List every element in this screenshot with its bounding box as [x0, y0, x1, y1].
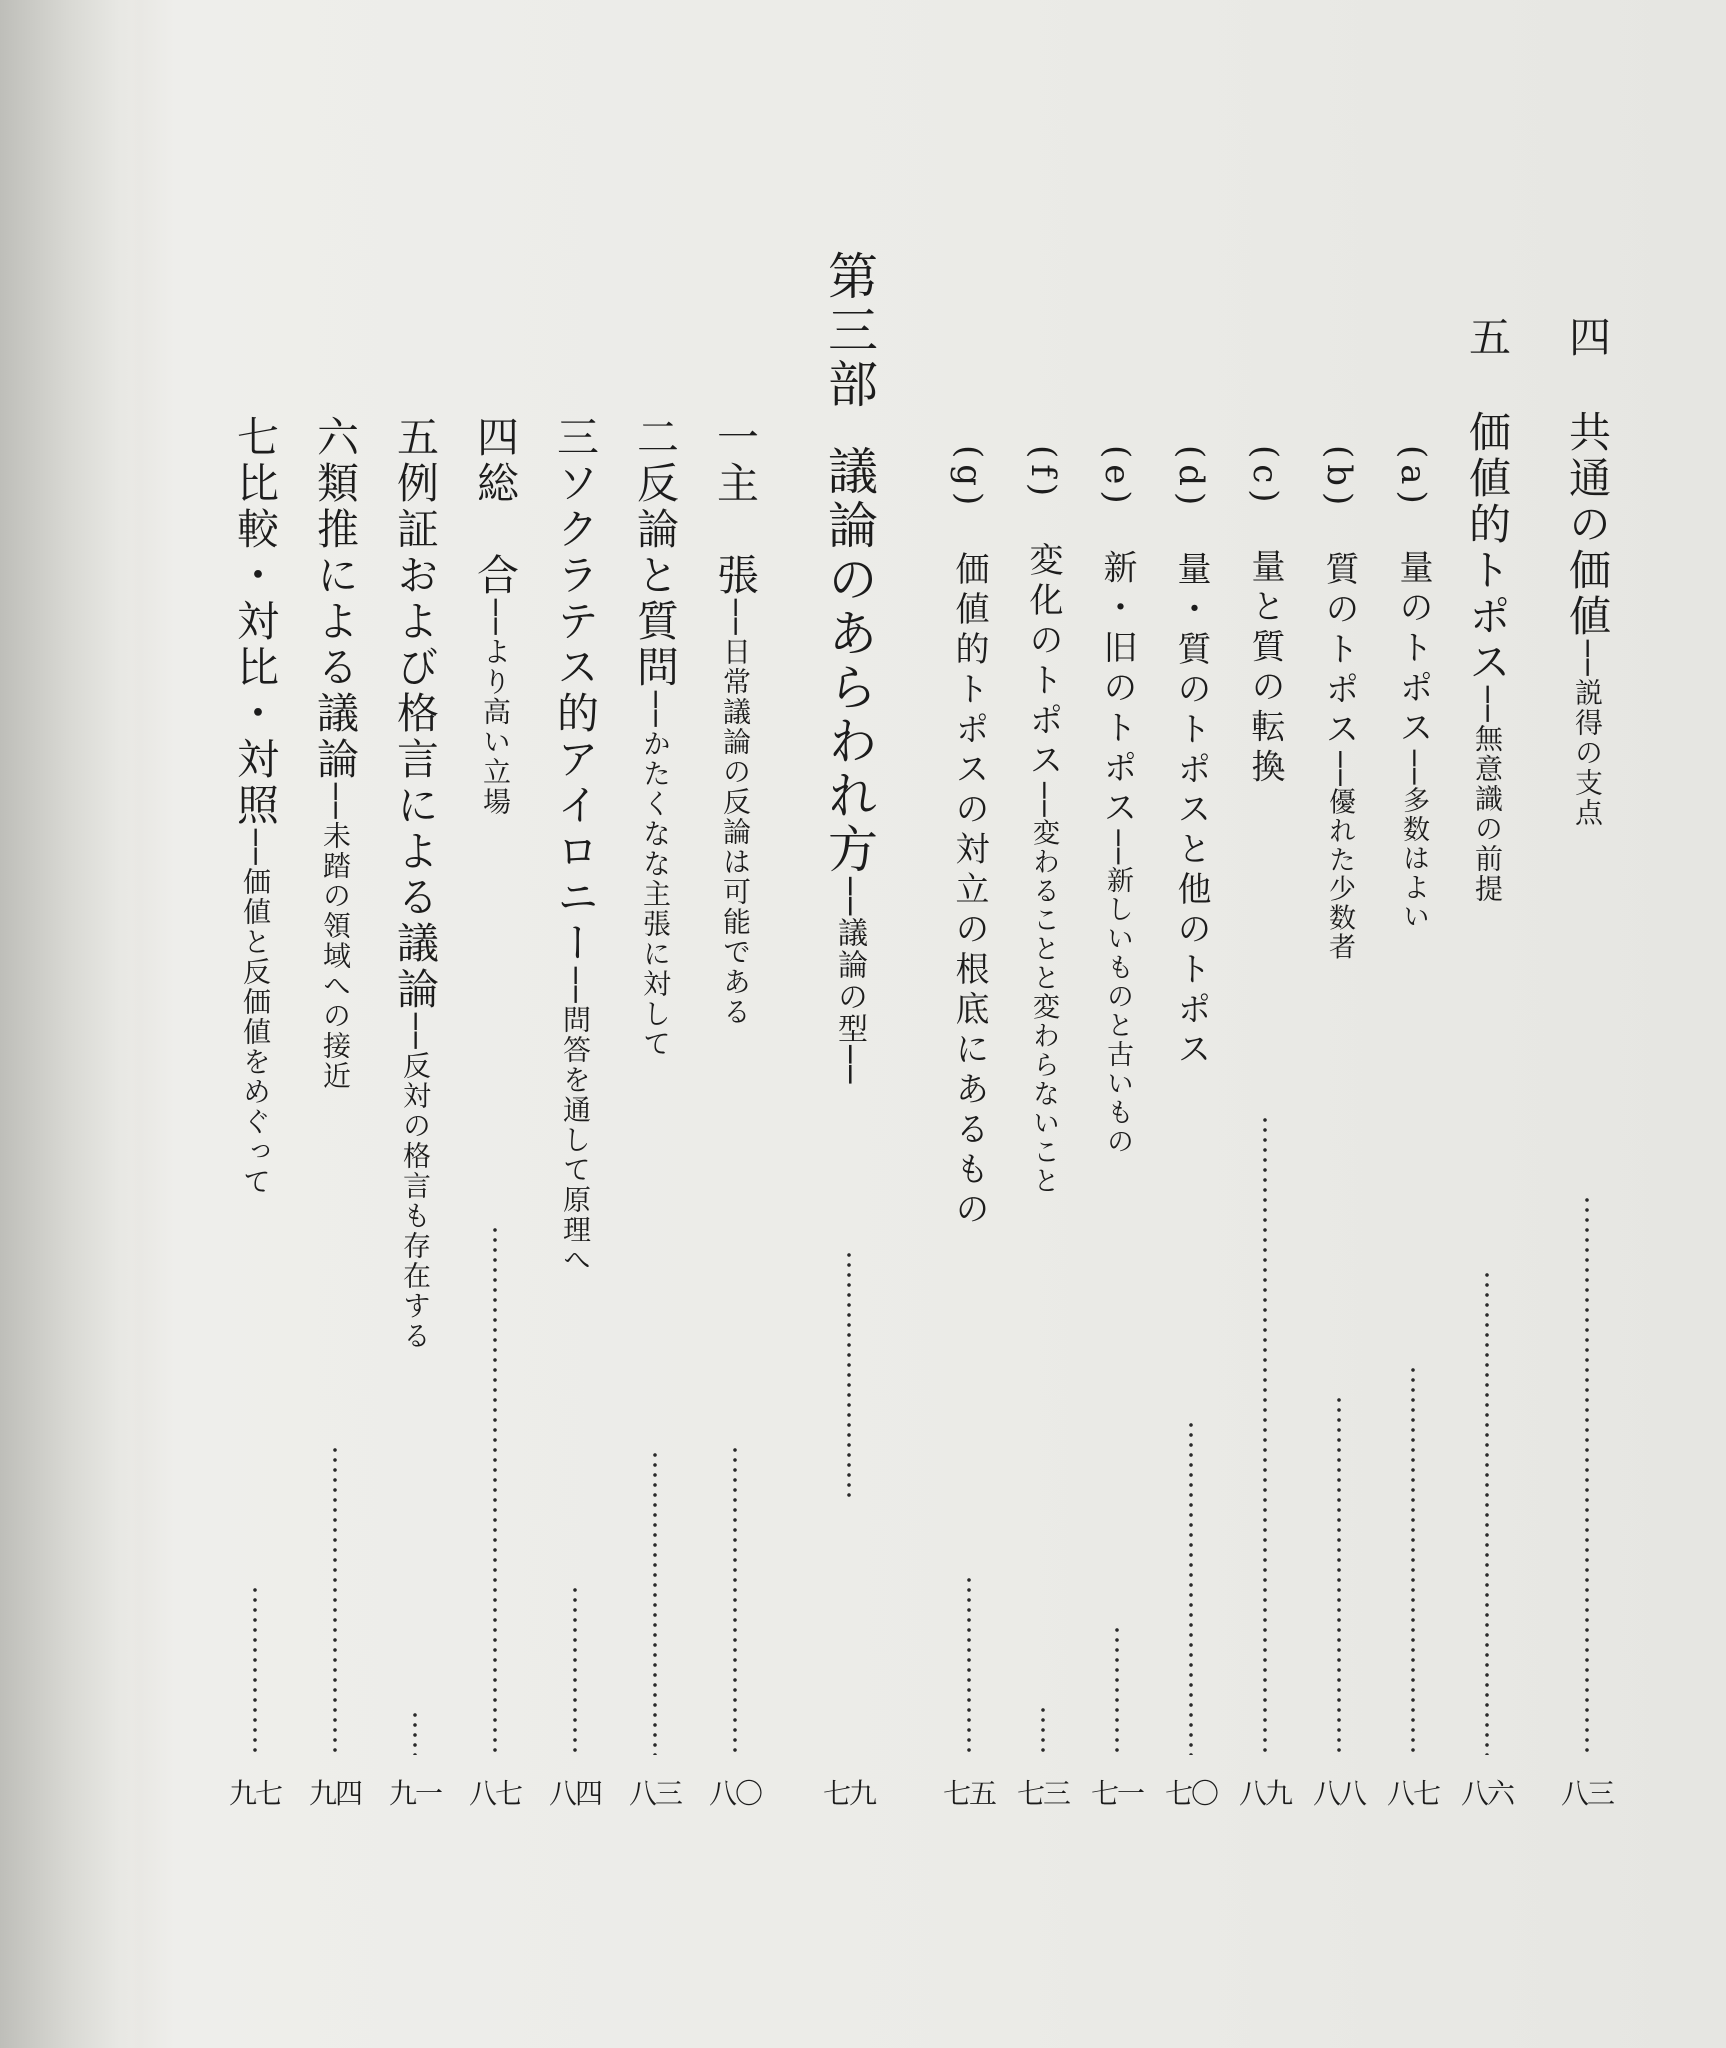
- part-title: 第三部: [820, 250, 878, 412]
- sub-label: (f): [1023, 445, 1063, 503]
- page-gutter-shadow: [0, 0, 150, 2048]
- title-text: ソクラテス的アイロニー: [551, 461, 600, 967]
- subtitle-text: ──新しいものと古いもの: [1102, 829, 1133, 1157]
- sub-label: (g): [949, 445, 989, 512]
- toc-entry-page: 七五: [942, 1777, 995, 1810]
- leader-dots: [1337, 1395, 1341, 1755]
- toc-entry-page: 七三: [1016, 1777, 1069, 1810]
- subtitle-text: ──多数はよい: [1398, 749, 1429, 932]
- leader-dots: [653, 1450, 657, 1755]
- subtitle-text: ──反対の格言も存在する: [399, 1013, 432, 1351]
- title-text: 新・旧のトポス: [1097, 549, 1137, 830]
- subtitle-text: ──かたくなな主張に対して: [639, 691, 672, 1059]
- leader-dots: [1485, 1270, 1489, 1755]
- toc-entry-page: 八三: [628, 1777, 681, 1810]
- subtitle-text: ──問答を通して原理へ: [559, 967, 592, 1275]
- toc-entry-number: 七: [231, 415, 280, 457]
- leader-dots: [1263, 1115, 1267, 1755]
- toc-entry-title-text: [386, 415, 444, 1351]
- toc-entry-title: [1458, 410, 1516, 904]
- title-text: 質のトポス: [1319, 551, 1359, 752]
- toc-entry-page: 八四: [548, 1777, 601, 1810]
- title-text: 共通の価値: [1563, 410, 1612, 640]
- leader-dots: [847, 1250, 851, 1500]
- title-text: 変化のトポス: [1023, 542, 1063, 783]
- sub-label: (d): [1171, 445, 1211, 512]
- subtitle-text: ──説得の支点: [1571, 640, 1604, 828]
- title-text: 比較・対比・対照: [231, 461, 280, 829]
- title-text: 主 張: [711, 461, 760, 599]
- toc-entry-title-text: [306, 415, 364, 1091]
- title-text: 量・質のトポスと他のトポス: [1171, 551, 1211, 1072]
- subtitle-text: ──優れた少数者: [1324, 751, 1355, 962]
- toc-subentry-title: [1236, 445, 1294, 789]
- toc-entry-title: [1558, 410, 1616, 828]
- toc-entry-page: 八八: [1312, 1777, 1365, 1810]
- title-text: 価値的トポスの対立の根底にあるもの: [949, 551, 989, 1232]
- leader-dots: [733, 1445, 737, 1755]
- subtitle-text: ──日常議論の反論は可能である: [719, 599, 752, 1027]
- toc-entry-title-text: [466, 415, 524, 817]
- toc-entry-title-text: [546, 415, 604, 1275]
- toc-entry-title-text: [626, 415, 684, 1059]
- title-text: 量のトポス: [1393, 549, 1433, 750]
- toc-entry-number: 五: [1463, 315, 1512, 357]
- leader-dots: [1411, 1365, 1415, 1755]
- toc-entry-page: 八七: [1386, 1777, 1439, 1810]
- leader-dots: [967, 1575, 971, 1755]
- toc-entry-page: 八七: [468, 1777, 521, 1810]
- subtitle-text: ──変わることと変わらないこと: [1028, 782, 1059, 1196]
- toc-entry-title-text: [226, 415, 284, 1197]
- toc-subentry-title: [940, 445, 998, 1231]
- toc-entry-page: 九七: [228, 1777, 281, 1810]
- part-heading-text: [820, 445, 878, 1085]
- toc-entry-number: 六: [311, 415, 360, 457]
- subtitle-text: ──無意識の前提: [1471, 686, 1504, 904]
- title-text: 量と質の転換: [1245, 548, 1285, 789]
- toc-entry-page: 七九: [822, 1777, 875, 1810]
- subtitle-text: ──未踏の領域への接近: [319, 783, 352, 1091]
- leader-dots: [493, 1225, 497, 1755]
- toc-entry-title-text: [706, 415, 764, 1027]
- leader-dots: [253, 1585, 257, 1755]
- leader-dots: [333, 1445, 337, 1755]
- subtitle-text: ──より高い立場: [479, 599, 512, 817]
- toc-entry-page: 八〇: [708, 1777, 761, 1810]
- toc-entry-number: 四: [471, 415, 520, 457]
- toc-subentry-title: [1088, 445, 1146, 1156]
- toc-entry-page: 九四: [308, 1777, 361, 1810]
- title-text: 反論と質問: [631, 461, 680, 691]
- toc-entry-page: 八六: [1460, 1777, 1513, 1810]
- sub-label: (c): [1245, 445, 1285, 509]
- toc-entry-number: 五: [391, 415, 440, 457]
- title-text: 総 合: [471, 461, 520, 599]
- leader-dots: [1115, 1625, 1119, 1755]
- title-text: 価値的トポス: [1463, 410, 1512, 686]
- sub-label: (b): [1319, 445, 1359, 512]
- subtitle-text: ──議論の型──: [832, 877, 867, 1086]
- subtitle-text: ──価値と反価値をめぐって: [239, 829, 272, 1197]
- leader-dots: [573, 1585, 577, 1755]
- title-text: 例証および格言による議論: [391, 461, 440, 1013]
- toc-subentry-title: [1310, 445, 1368, 962]
- toc-entry-number: 一: [711, 415, 760, 457]
- leader-dots: [1189, 1420, 1193, 1755]
- toc-entry-number: 四: [1563, 315, 1612, 357]
- leader-dots: [1585, 1195, 1589, 1755]
- toc-entry-page: 七一: [1090, 1777, 1143, 1810]
- toc-subentry-title: [1384, 445, 1442, 931]
- toc-subentry-title: [1014, 445, 1072, 1196]
- toc-entry-page: 八九: [1238, 1777, 1291, 1810]
- leader-dots: [413, 1710, 417, 1755]
- leader-dots: [1041, 1705, 1045, 1755]
- toc-entry-number: 二: [631, 415, 680, 457]
- toc-entry-page: 九一: [388, 1777, 441, 1810]
- title-text: 類推による議論: [311, 461, 360, 783]
- title-text: 議論のあらわれ方: [820, 445, 878, 877]
- sub-label: (e): [1097, 445, 1137, 510]
- sub-label: (a): [1393, 445, 1433, 510]
- toc-entry-page: 七〇: [1164, 1777, 1217, 1810]
- toc-entry-number: 三: [551, 415, 600, 457]
- toc-entry-page: 八三: [1560, 1777, 1613, 1810]
- toc-subentry-title: [1162, 445, 1220, 1071]
